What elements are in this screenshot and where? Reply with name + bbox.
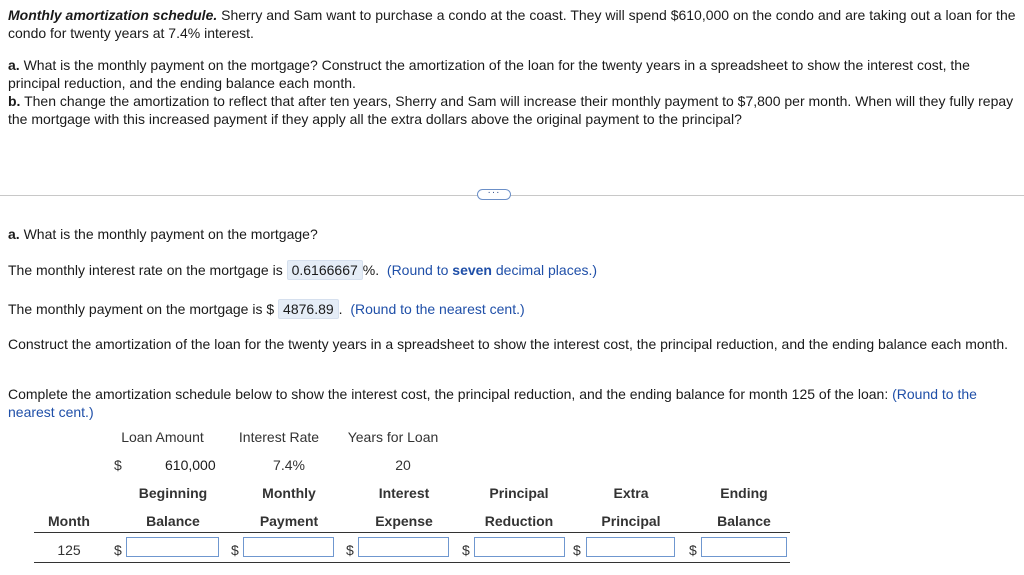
beginning-balance-input[interactable]: [126, 537, 219, 557]
problem-intro-text: Sherry and Sam want to purchase a condo at the coast. They will spend $610,000 on the condo and are taking out a loan for the condo for twenty years at 7.4% interest.: [8, 7, 1016, 41]
ending-balance-input[interactable]: [701, 537, 787, 557]
interest-rate-label: Interest Rate: [238, 429, 320, 445]
header-ending-balance: Balance: [717, 513, 771, 529]
header-extra: Extra: [613, 485, 649, 501]
rate-hint: [387, 262, 597, 278]
header-payment: Payment: [259, 513, 319, 529]
question-label: a.: [8, 226, 20, 242]
question-heading: [8, 226, 318, 242]
problem-title: Monthly amortization schedule.: [8, 7, 218, 23]
complete-instructions: [8, 385, 1016, 421]
loan-amount-value: 610,000: [165, 457, 216, 473]
part-a-label: a.: [8, 57, 20, 73]
interest-expense-currency: $: [346, 542, 354, 558]
years-for-loan-label: Years for Loan: [347, 429, 439, 445]
interest-expense-input[interactable]: [358, 537, 449, 557]
expand-more-button[interactable]: ···: [477, 189, 511, 200]
principal-reduction-currency: $: [462, 542, 470, 558]
monthly-payment-answer[interactable]: 4876.89: [278, 299, 339, 319]
header-extra-principal: Principal: [601, 513, 661, 529]
section-divider: [0, 195, 1024, 196]
rate-hint-post: decimal places.): [495, 262, 598, 278]
header-interest: Interest: [378, 485, 430, 501]
monthly-rate-answer[interactable]: 0.6166667: [287, 260, 363, 280]
monthly-payment-currency: $: [231, 542, 239, 558]
problem-intro: [8, 6, 1018, 42]
table-bottom-rule: [34, 562, 790, 563]
payment-line: [8, 299, 525, 319]
header-reduction: Reduction: [484, 513, 554, 529]
rate-hint-pre: (Round to: [386, 262, 449, 278]
ending-balance-currency: $: [689, 542, 697, 558]
loan-amount-currency: $: [114, 457, 122, 473]
payment-suffix: .: [338, 301, 343, 317]
header-monthly: Monthly: [262, 485, 316, 501]
payment-hint: (Round to the nearest cent.): [350, 301, 525, 317]
problem-part-a: [8, 56, 1018, 92]
interest-rate-value: 7.4%: [273, 457, 305, 473]
row-month: 125: [57, 542, 81, 558]
payment-prefix: The monthly payment on the mortgage is $: [8, 301, 275, 317]
extra-principal-currency: $: [573, 542, 581, 558]
header-principal: Principal: [489, 485, 549, 501]
header-ending: Ending: [720, 485, 768, 501]
rate-suffix: %.: [362, 262, 380, 278]
beginning-balance-currency: $: [114, 542, 122, 558]
years-for-loan-value: 20: [395, 457, 411, 473]
rate-prefix: The monthly interest rate on the mortgage is: [8, 262, 283, 278]
header-expense: Expense: [375, 513, 433, 529]
monthly-payment-input[interactable]: [243, 537, 334, 557]
extra-principal-input[interactable]: [586, 537, 675, 557]
table-header-rule: [34, 532, 790, 533]
complete-hint: (Round to the nearest cent.): [8, 386, 977, 420]
loan-amount-label: Loan Amount: [121, 429, 204, 445]
problem-statement: [8, 6, 1018, 128]
part-a-text: What is the monthly payment on the mortgage? Construct the amortization of the loan for the twenty years in a spreadsheet to show the interest cost, the principal reduction, and the ending balance each month.: [8, 57, 970, 91]
header-balance: Balance: [146, 513, 200, 529]
problem-part-b: [8, 92, 1018, 128]
complete-text: Complete the amortization schedule below to show the interest cost, the principal reduction, and the ending balance for month 125 of the loan:: [8, 386, 889, 402]
rate-line: [8, 260, 597, 280]
part-b-label: b.: [8, 93, 21, 109]
construct-instructions: Construct the amortization of the loan for the twenty years in a spreadsheet to show the interest cost, the principal reduction, and the ending balance each month.: [8, 336, 1009, 352]
rate-hint-bold: seven: [452, 262, 492, 278]
header-month: Month: [48, 513, 90, 529]
header-beginning: Beginning: [138, 485, 208, 501]
question-text: What is the monthly payment on the mortgage?: [23, 226, 318, 242]
principal-reduction-input[interactable]: [474, 537, 565, 557]
part-b-text: Then change the amortization to reflect that after ten years, Sherry and Sam will increase their monthly payment to $7,800 per month. When will they fully repay the mortgage with this increased payment if they apply all the extra dollars above the original payment to the principal?: [8, 93, 1014, 127]
